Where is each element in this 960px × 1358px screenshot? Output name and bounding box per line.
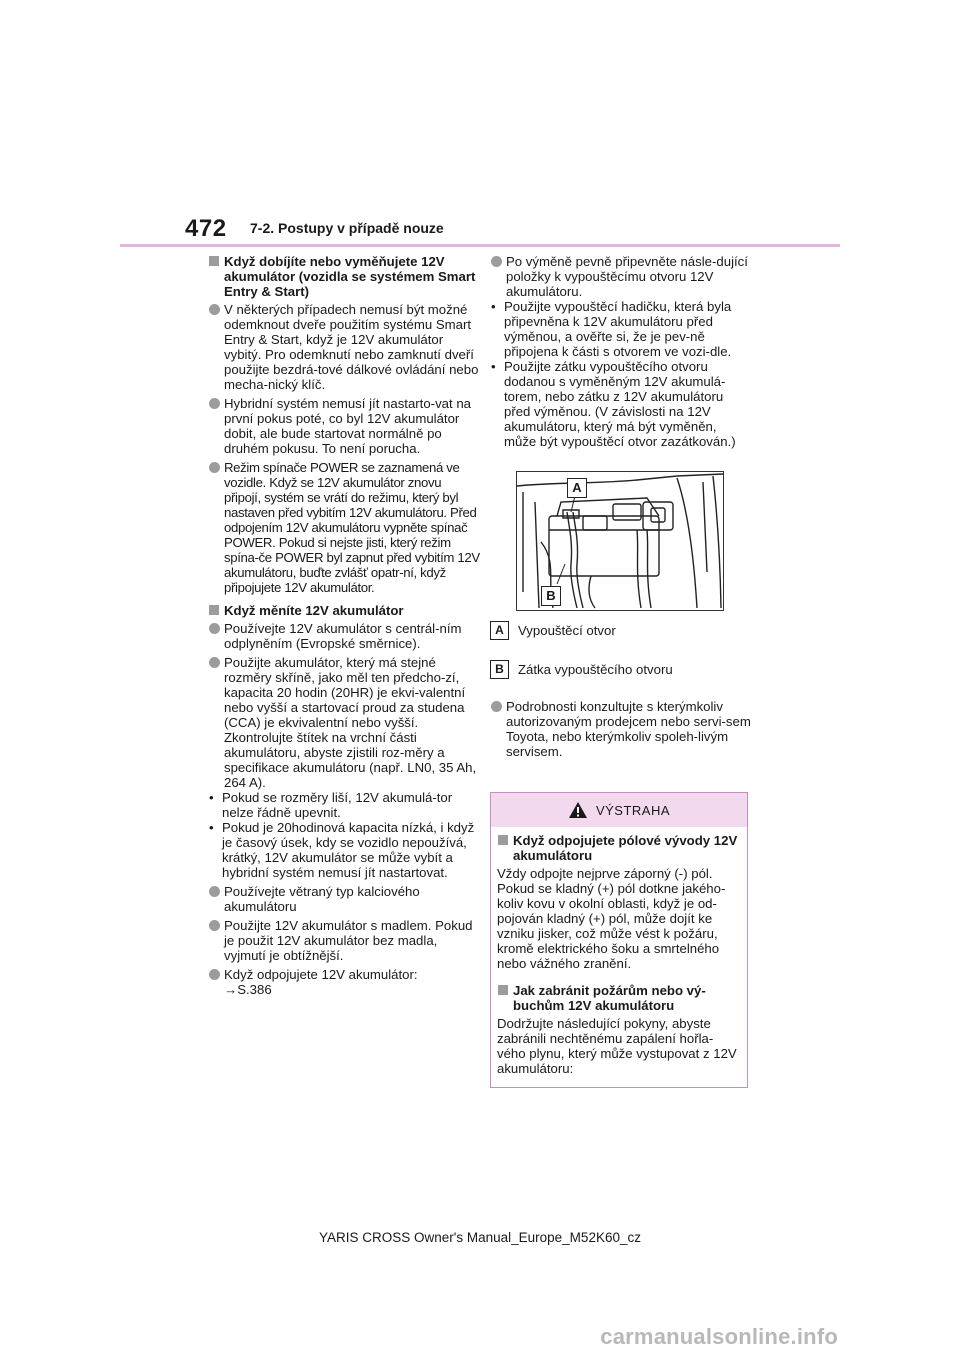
bullet-same-dimensions: Použijte akumulátor, který má stejné rozměry skříně, jako měl ten předcho-zí, kapacita 20 hodin (20HR) je ekvi-valentní nebo vyšší a startovací proud za studena (CCA) je ekvivalentní nebo vyšší. Zkontrolujte štítek na vrchní části akumulátoru, abyste zjistili roz-měry a specifikace akumulátoru (např. LN0, 35 Ah, 264 A). <box>208 655 480 790</box>
callout-a: A <box>567 478 587 498</box>
sub-bullet-dimensions: • Pokud se rozměry liší, 12V akumulá-tor nelze řádně upevnit. <box>208 790 480 820</box>
page-reference-link[interactable]: →S.386 <box>224 982 272 997</box>
legend-key-b: B <box>490 660 509 679</box>
bullet-calcium-type: Používejte větraný typ kalciového akumulátoru <box>208 884 480 914</box>
bullet-unlock-doors: V některých případech nemusí být možné odemknout dveře použitím systému Smart Entry & Start, když je 12V akumulátor vybitý. Pro odemknutí nebo zamknutí dveří použijte bezdrá-tové dálkové ovládání nebo mecha-nický klíč. <box>208 302 480 392</box>
sub-bullet-vent-plug: • Použijte zátku vypouštěcího otvoru dodanou s vyměněným 12V akumulá-torem, nebo zátku z 12V akumulátoru před výměnou. (V závislosti na 12V akumulátoru, který má být vyměněn, může být vypouštěcí otvor zazátkován.) <box>490 359 752 449</box>
bullet-handle: Použijte 12V akumulátor s madlem. Pokud je použit 12V akumulátor bez madla, vyjmutí je obtížnější. <box>208 918 480 963</box>
legend-key-a: A <box>490 621 509 640</box>
sub-bullet-vent-hose: • Použijte vypouštěcí hadičku, která byla připevněna k 12V akumulátoru před výměnou, a ověřte si, že je pev-ně připojena k části s otvorem ve vozi-dle. <box>490 299 752 359</box>
bullet-power-mode <box>208 460 480 595</box>
callout-b: B <box>541 586 561 606</box>
section-heading-replacing: Když měníte 12V akumulátor <box>208 603 480 618</box>
warning-box <box>490 792 748 1088</box>
footer-manual-id: YARIS CROSS Owner's Manual_Europe_M52K60_cz <box>319 1230 641 1245</box>
right-column <box>490 254 752 763</box>
watermark: carmanualsonline.info <box>600 1324 838 1349</box>
warning-body <box>491 827 747 1076</box>
bullet-disconnect <box>208 967 480 997</box>
legend-row-b <box>490 660 752 679</box>
bullet-power-mode-text: Režim spínače POWER se zaznamená ve vozidle. Když se 12V akumulátor znovu připojí, systém se vrátí do režimu, který byl nastaven před vybitím 12V akumulátoru. Před odpojením 12V akumulátoru vypněte spínač POWER. Pokud si nejste jisti, který režim spína-če POWER byl zapnut před vybitím 12V akumulátoru, buďte zvlášť opatr-ní, když připojujete 12V akumulátor. <box>224 460 480 595</box>
bullet-after-replacement: Po výměně pevně připevněte násle-dující položky k vypouštěcímu otvoru 12V akumulátoru. <box>490 254 752 299</box>
section-heading-charging: Když dobíjíte nebo vyměňujete 12V akumulátor (vozidla se systémem Smart Entry & Start) <box>208 254 480 299</box>
warning-heading-terminals: Když odpojujete pólové vývody 12V akumulátoru <box>497 833 741 863</box>
page-number: 472 <box>185 215 227 242</box>
warning-header <box>491 793 747 827</box>
warning-text-fire: Dodržujte následující pokyny, abyste zabránili nechtěnému zapálení hořla-vého plynu, který může vystupovat z 12V akumulátoru: <box>497 1016 737 1076</box>
bullet-central-venting: Používejte 12V akumulátor s centrál-ním odplyněním (Evropské směrnice). <box>208 621 480 651</box>
legend-text-a: Vypouštěcí otvor <box>518 623 616 638</box>
sub-bullet-capacity: • Pokud je 20hodinová kapacita nízká, i když je časový úsek, kdy se vozidlo nepoužívá, krátký, 12V akumulátor se může vybít a hybridní systém nemusí jít nastartovat. <box>208 820 480 880</box>
warning-text-terminals: Vždy odpojte nejprve záporný (-) pól. Pokud se kladný (+) pól dotkne jakého-koliv kovu v okolní oblasti, když je od-pojován kladný (+) pól, může dojít ke vzniku jisker, což může vést k požáru, kromě elektrického šoku a smrtelného nebo vážného zranění. <box>497 866 726 971</box>
bullet-disconnect-text: Když odpojujete 12V akumulátor: <box>224 967 418 982</box>
bullet-hybrid-start: Hybridní systém nemusí jít nastarto-vat na první pokus poté, co byl 12V akumulátor dobit, ale bude startovat normálně po druhém pokusu. To není porucha. <box>208 396 480 456</box>
section-title: 7-2. Postupy v případě nouze <box>250 220 444 236</box>
warning-title: VÝSTRAHA <box>595 802 671 818</box>
legend-text-b: Zátka vypouštěcího otvoru <box>518 662 673 677</box>
battery-vent-illustration <box>516 471 724 611</box>
bullet-consult-dealer: Podrobnosti konzultujte s kterýmkoliv autorizovaným prodejcem nebo servi-sem Toyota, nebo kterýmkoliv spoleh-livým servisem. <box>490 699 752 759</box>
header-divider <box>120 244 840 247</box>
left-column <box>208 254 480 1001</box>
warning-triangle-icon <box>568 801 588 819</box>
legend-row-a <box>490 621 752 640</box>
warning-heading-fire: Jak zabránit požárům nebo vý-buchům 12V akumulátoru <box>497 983 741 1013</box>
